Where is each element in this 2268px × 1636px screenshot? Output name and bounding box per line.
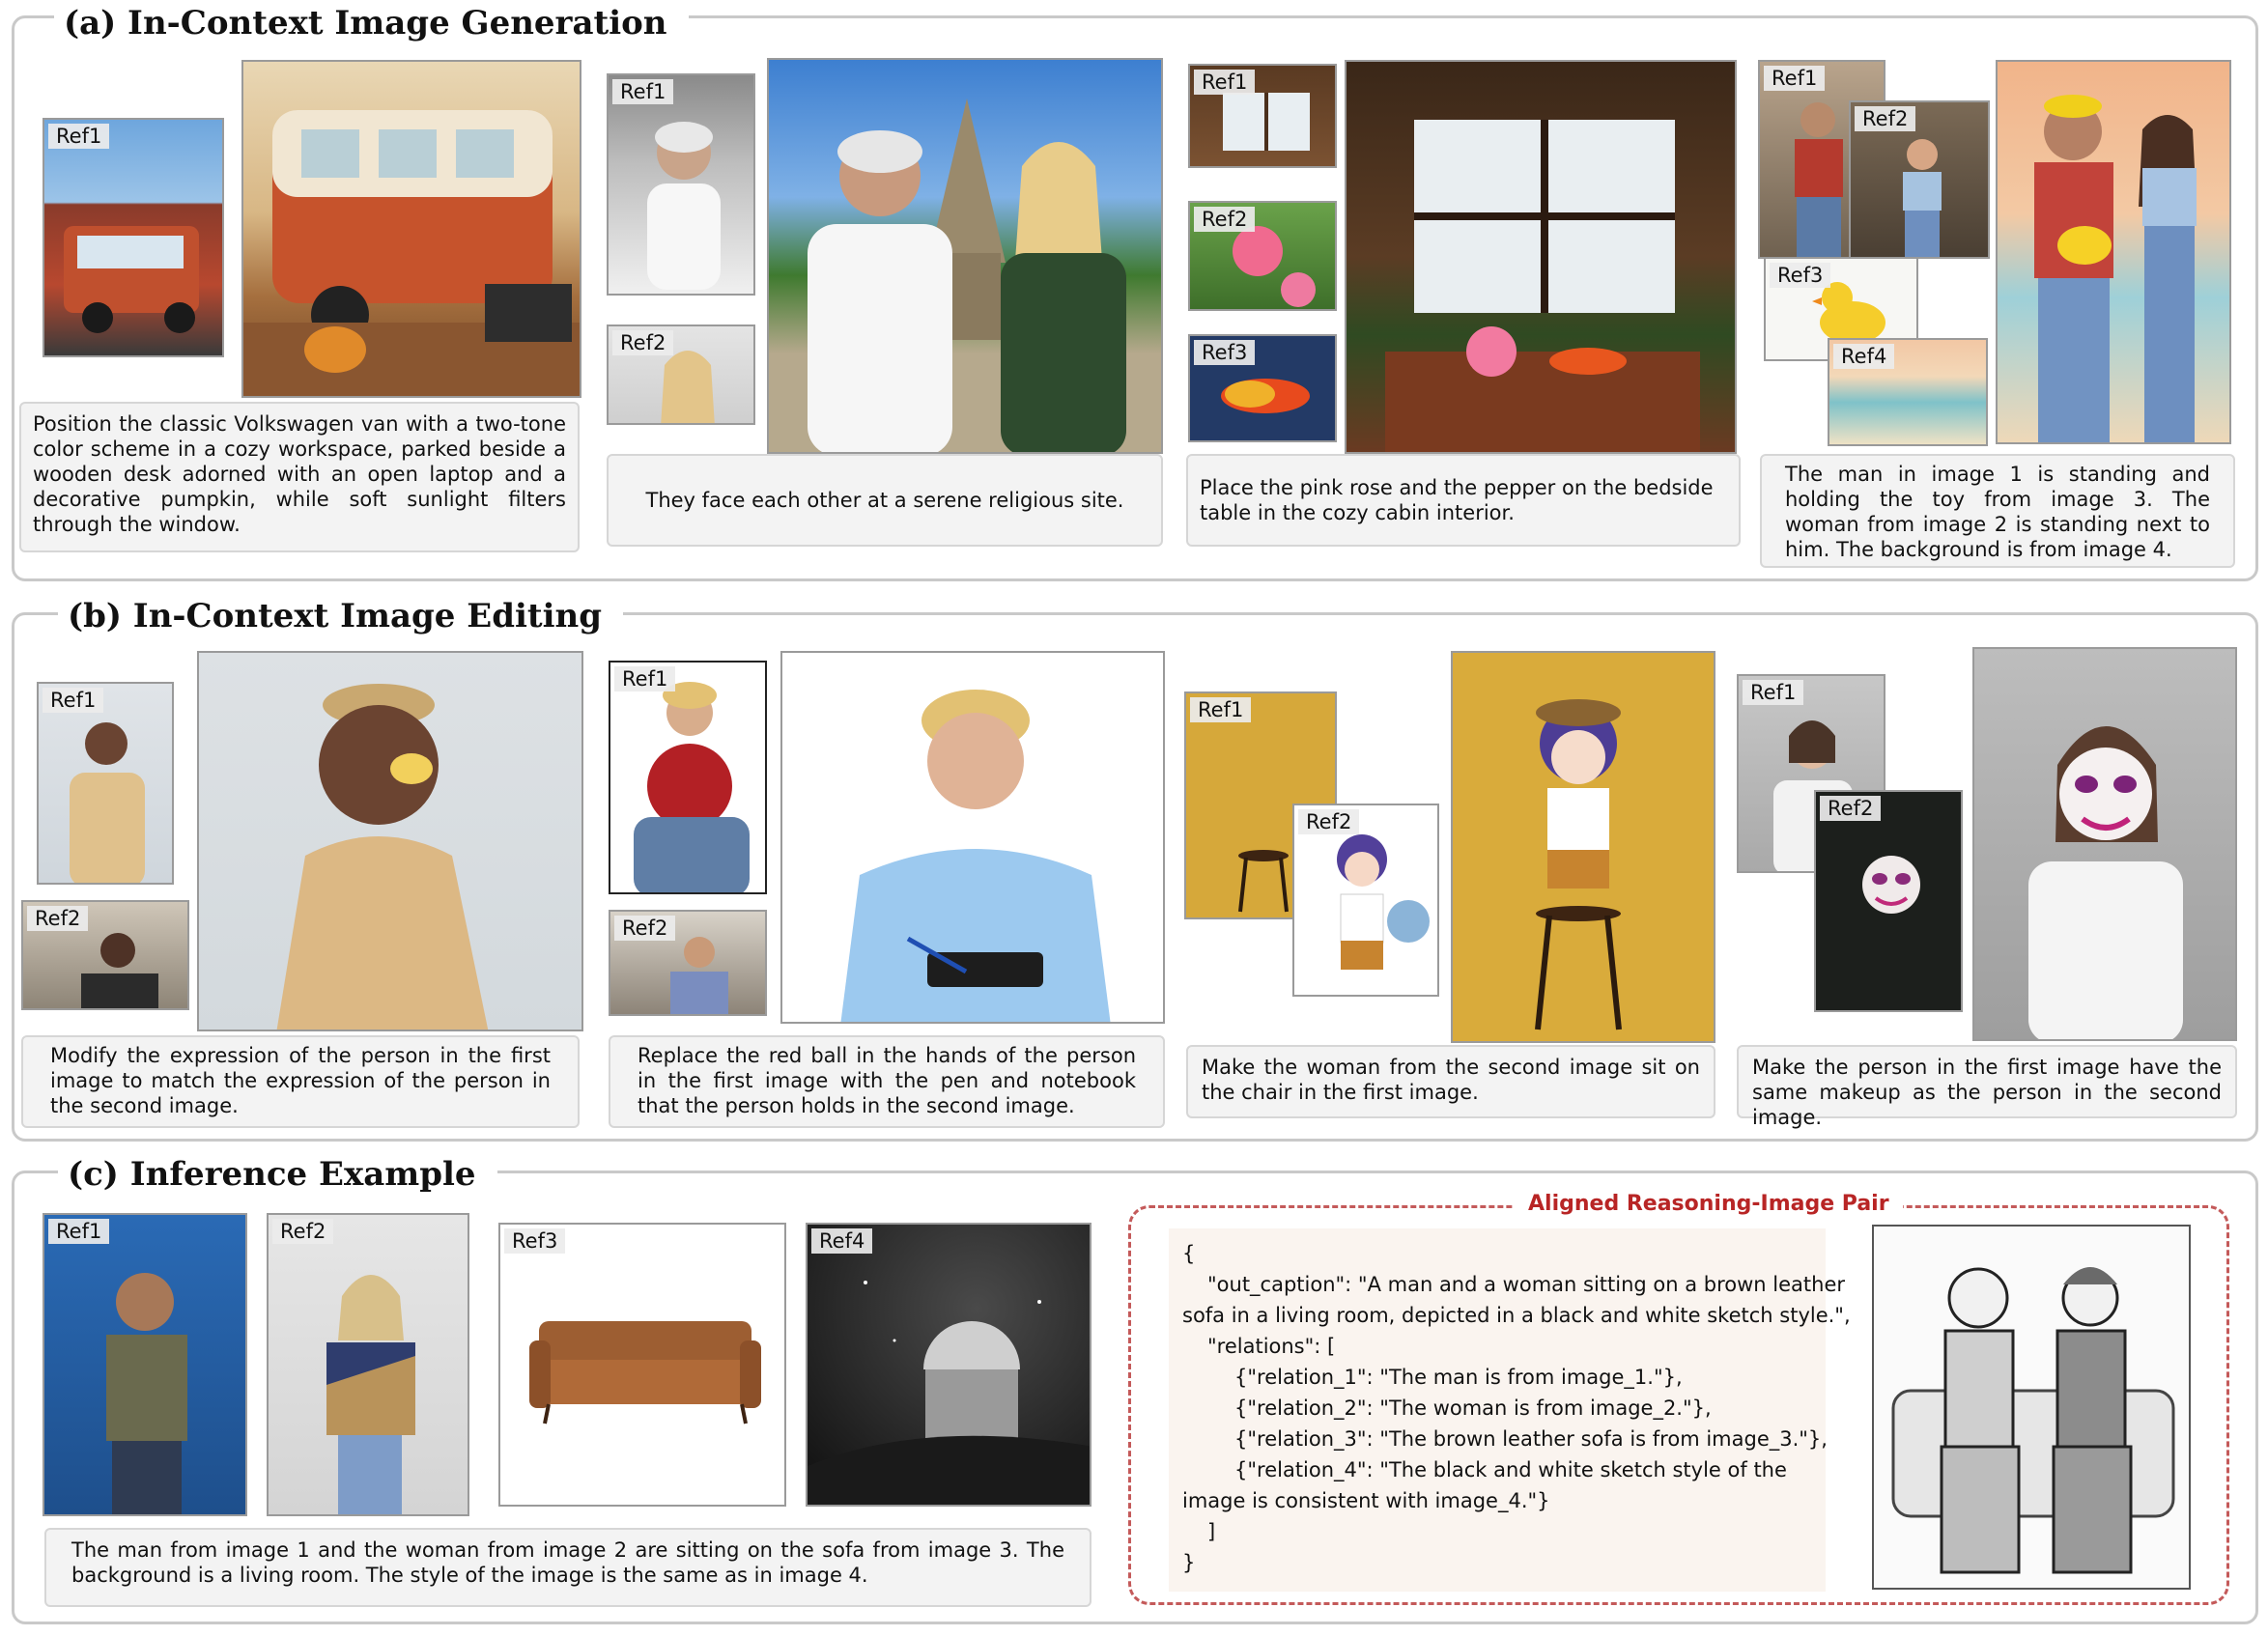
inf-ref1-man-image (43, 1213, 247, 1516)
section-a-title: (a) In-Context Image Generation (54, 4, 689, 42)
ref2-tag: Ref2 (614, 916, 675, 941)
ref2-tag: Ref2 (1855, 106, 1915, 131)
ref1-tag: Ref1 (43, 688, 103, 713)
ref2-tag: Ref2 (1298, 809, 1359, 834)
edit2-caption: Replace the red ball in the hands of the person in the first image with the pen and notebook that the person holds in the second image. (609, 1035, 1165, 1128)
gen3-ref2-rose-image (1188, 201, 1337, 311)
reasoning-json-panel (1169, 1228, 1851, 1592)
gen1-caption: Position the classic Volkswagen van with a two-tone color scheme in a cozy workspace, parked beside a wooden desk adorned with an open laptop and a decorative pumpkin, while soft sunlight filters through the window. (19, 402, 580, 552)
edit3-caption: Make the woman from the second image sit on the chair in the first image. (1186, 1045, 1715, 1118)
edit2-output-image (780, 651, 1165, 1024)
edit1-output-image (197, 651, 583, 1031)
ref2-tag: Ref2 (1194, 207, 1255, 232)
inf-ref3-sofa-image (498, 1223, 786, 1507)
ref1-tag: Ref1 (1190, 697, 1251, 722)
gen2-caption: They face each other at a serene religious site. (607, 454, 1163, 547)
ref1-tag: Ref1 (1194, 70, 1255, 95)
edit3-output-image (1451, 651, 1715, 1043)
ref1-tag: Ref1 (48, 1219, 109, 1244)
json-line: sofa in a living room, depicted in a black and white sketch style.", (1182, 1304, 1851, 1327)
gen3-output-image (1345, 60, 1737, 454)
edit1-ref2-image (21, 900, 189, 1010)
ref3-tag: Ref3 (504, 1228, 565, 1254)
edit1-ref1-image (37, 682, 174, 885)
json-line: {"relation_3": "The brown leather sofa is from image_3."}, (1234, 1427, 1828, 1451)
json-line: ] (1207, 1520, 1216, 1543)
ref4-tag: Ref4 (811, 1228, 872, 1254)
section-c-title: (c) Inference Example (58, 1155, 497, 1194)
gen3-ref3-pepper-image (1188, 334, 1337, 442)
ref2-tag: Ref2 (1820, 796, 1881, 821)
ref2-tag: Ref2 (272, 1219, 333, 1244)
json-line: "out_caption": "A man and a woman sitting on a brown leather (1207, 1273, 1846, 1296)
ref1-tag: Ref1 (48, 124, 109, 149)
ref4-tag: Ref4 (1833, 344, 1894, 369)
inf-ref2-woman-image (267, 1213, 469, 1516)
gen4-ref4-beach-image (1828, 338, 1988, 446)
inference-caption: The man from image 1 and the woman from image 2 are sitting on the sofa from image 3. The background is a living room. The style of the image is the same as in image 4. (44, 1528, 1091, 1607)
ref2-tag: Ref2 (27, 906, 88, 931)
json-line: image is consistent with image_4."} (1182, 1489, 1550, 1512)
ref2-tag: Ref2 (612, 330, 673, 355)
gen3-caption: Place the pink rose and the pepper on the bedside table in the cozy cabin interior. (1186, 454, 1741, 547)
aligned-pair-label: Aligned Reasoning-Image Pair (1515, 1190, 1903, 1219)
gen2-ref1-man-image (607, 73, 755, 296)
gen1-output-image (241, 60, 581, 398)
ref3-tag: Ref3 (1194, 340, 1255, 365)
inf-ref4-sketch-image (806, 1223, 1091, 1507)
gen3-ref1-cabin-image (1188, 64, 1337, 168)
json-line: { (1182, 1242, 1196, 1265)
json-line: {"relation_4": "The black and white sketch style of the (1234, 1458, 1787, 1481)
ref1-tag: Ref1 (612, 79, 673, 104)
ref1-tag: Ref1 (614, 666, 675, 691)
edit1-caption: Modify the expression of the person in the first image to match the expression of the person in the second image. (21, 1035, 580, 1128)
gen2-output-image (767, 58, 1163, 454)
json-line: "relations": [ (1207, 1335, 1336, 1358)
gen4-output-image (1996, 60, 2231, 444)
ref1-tag: Ref1 (1764, 66, 1825, 91)
json-line: } (1182, 1551, 1196, 1574)
inf-output-sketch-image (1872, 1225, 2191, 1590)
gen4-ref2-woman-image (1849, 100, 1990, 259)
json-line: {"relation_1": "The man is from image_1."}, (1234, 1366, 1683, 1389)
edit4-caption: Make the person in the first image have the same makeup as the person in the second image. (1737, 1045, 2237, 1118)
ref3-tag: Ref3 (1770, 263, 1830, 288)
edit4-output-image (1972, 647, 2237, 1041)
section-b-title: (b) In-Context Image Editing (58, 597, 623, 635)
json-line: {"relation_2": "The woman is from image_2."}, (1234, 1396, 1712, 1420)
gen1-ref1-van-image (43, 118, 224, 357)
ref1-tag: Ref1 (1743, 680, 1803, 705)
edit3-ref2-anime-image (1292, 804, 1439, 997)
gen2-ref2-woman-image (607, 324, 755, 425)
edit2-ref2-image (609, 910, 767, 1016)
gen4-caption: The man in image 1 is standing and holding the toy from image 3. The woman from image 2 is standing next to him. The background is from image 4. (1760, 454, 2235, 568)
edit4-ref2-image (1814, 790, 1963, 1012)
edit2-ref1-image (609, 661, 767, 894)
